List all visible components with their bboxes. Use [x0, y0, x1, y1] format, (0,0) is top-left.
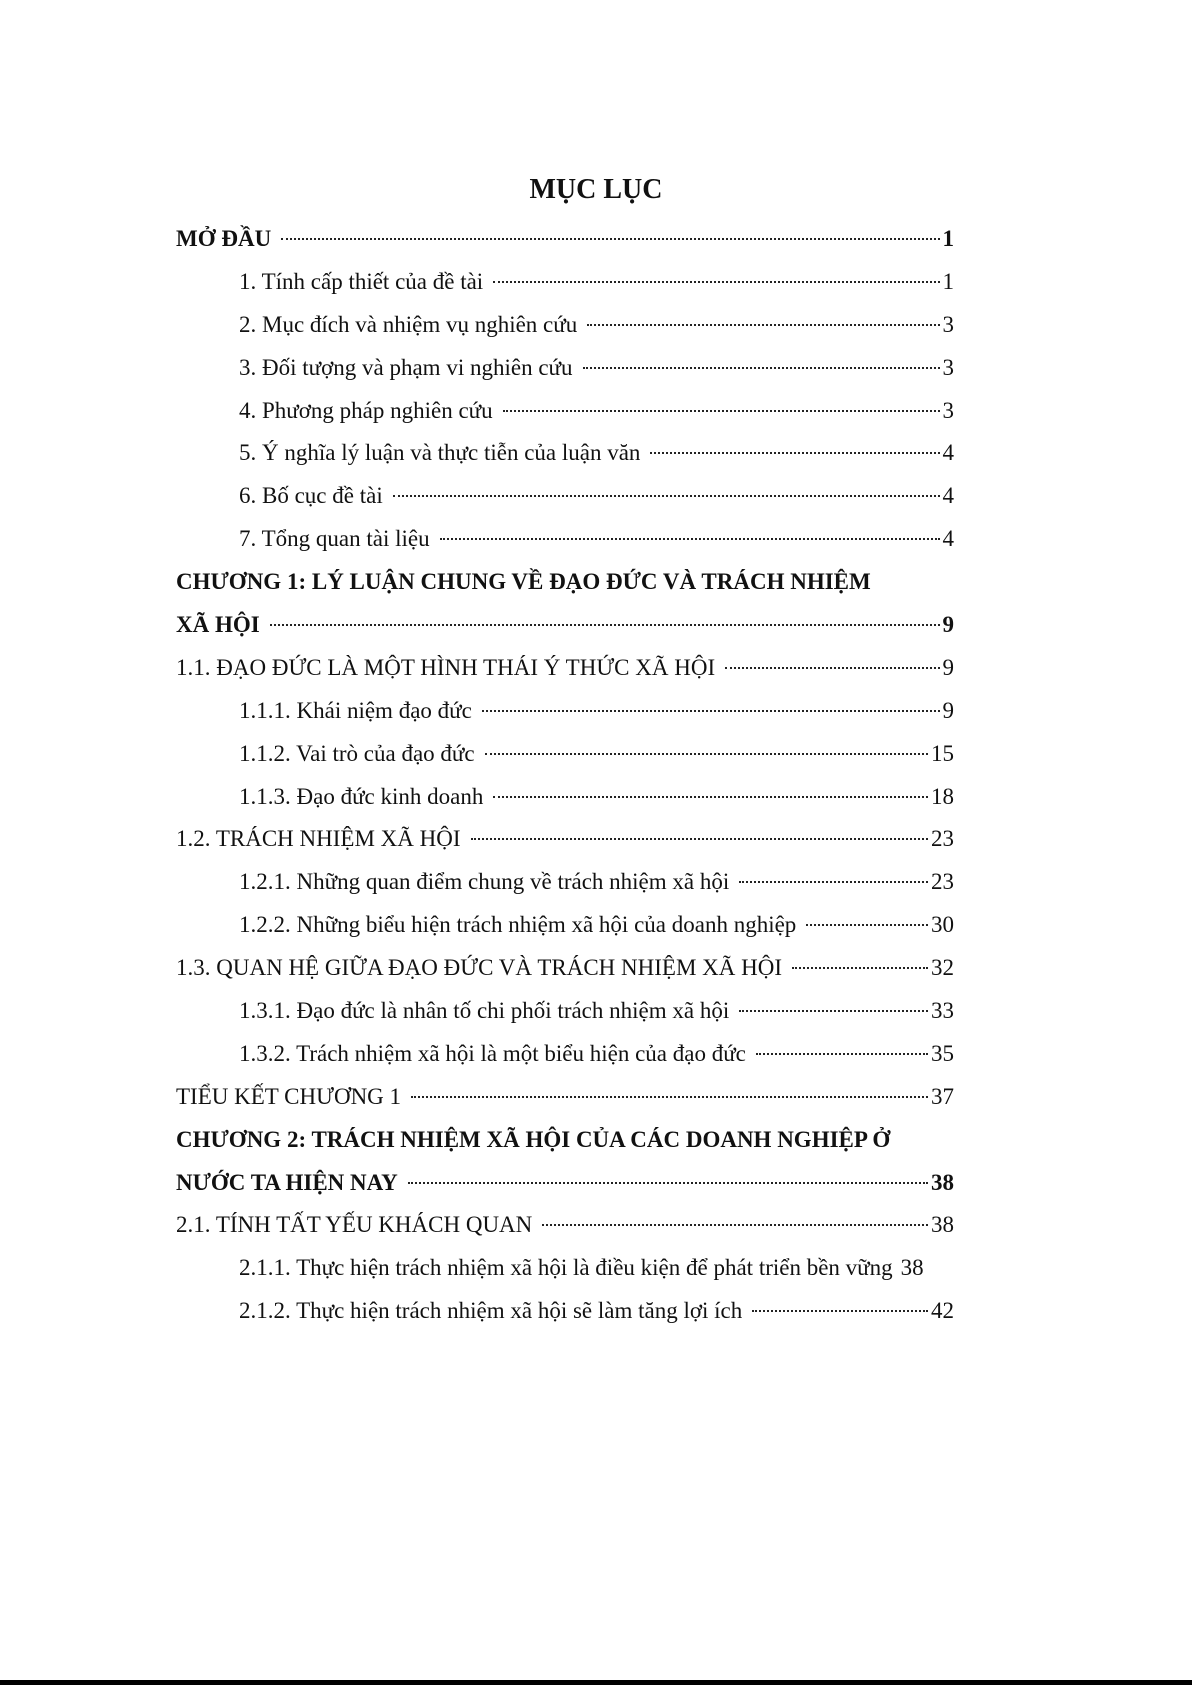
toc-entry-1-1[interactable] — [176, 647, 954, 690]
toc-entry-label: 5. Ý nghĩa lý luận và thực tiễn của luận văn — [239, 440, 641, 466]
toc-entry-label: 1.1.1. Khái niệm đạo đức — [239, 697, 472, 723]
dot-leader — [583, 367, 940, 369]
dot-leader — [756, 1053, 928, 1055]
toc-entry-1-2[interactable] — [176, 818, 954, 861]
toc-entry-label: 2. Mục đích và nhiệm vụ nghiên cứu — [239, 311, 578, 337]
toc-entry-1-3-2[interactable] — [176, 1033, 954, 1076]
table-of-contents — [176, 218, 954, 1333]
toc-entry-tieu-ket-chuong-1[interactable] — [176, 1076, 954, 1119]
toc-page-number: 4 — [942, 483, 954, 509]
toc-page-number: 9 — [942, 654, 954, 680]
toc-page-number: 15 — [931, 740, 954, 766]
toc-entry-1-1-3[interactable] — [176, 776, 954, 819]
dot-leader — [393, 495, 940, 497]
toc-page-number: 38 — [931, 1169, 954, 1195]
toc-entry-chuong-1-line-2[interactable] — [176, 604, 954, 647]
toc-entry-3[interactable] — [176, 347, 954, 390]
toc-entry-7[interactable] — [176, 518, 954, 561]
toc-page-number: 23 — [931, 869, 954, 895]
toc-page-number: 9 — [942, 697, 954, 723]
toc-entry-label: NƯỚC TA HIỆN NAY — [176, 1169, 398, 1195]
toc-entry-label: 6. Bố cục đề tài — [239, 483, 383, 509]
dot-leader — [752, 1310, 928, 1312]
dot-leader — [725, 667, 939, 669]
toc-entry-1-2-2[interactable] — [176, 904, 954, 947]
toc-page-number: 1 — [942, 226, 954, 251]
dot-leader — [650, 452, 939, 454]
toc-page-number: 42 — [931, 1298, 954, 1324]
toc-entry-label: CHƯƠNG 1: LÝ LUẬN CHUNG VỀ ĐẠO ĐỨC VÀ TRÁCH NHIỆM — [176, 569, 871, 595]
dot-leader — [587, 324, 939, 326]
toc-entry-label: 1.2. TRÁCH NHIỆM XÃ HỘI — [176, 826, 461, 852]
toc-page-number: 32 — [931, 955, 954, 981]
toc-entry-1-3[interactable] — [176, 947, 954, 990]
toc-page-number: 9 — [942, 612, 954, 638]
toc-entry-2-1-1[interactable] — [176, 1247, 954, 1290]
dot-leader — [270, 624, 940, 626]
toc-entry-label: 1.3.1. Đạo đức là nhân tố chi phối trách nhiệm xã hội — [239, 998, 730, 1024]
toc-page-number: 23 — [931, 826, 954, 852]
toc-entry-chuong-2-line-2[interactable] — [176, 1162, 954, 1205]
dot-leader — [542, 1224, 928, 1226]
toc-entry-1[interactable] — [176, 261, 954, 304]
toc-entry-label: 4. Phương pháp nghiên cứu — [239, 397, 493, 423]
toc-page-number: 37 — [931, 1083, 954, 1109]
toc-entry-2-1[interactable] — [176, 1204, 954, 1247]
toc-page-number: 35 — [931, 1040, 954, 1066]
toc-entry-label: 2.1. TÍNH TẤT YẾU KHÁCH QUAN — [176, 1212, 533, 1238]
toc-page-number: 1 — [942, 268, 954, 294]
toc-page-number: 3 — [942, 354, 954, 380]
dot-leader — [503, 410, 940, 412]
toc-page-number: 3 — [942, 311, 954, 337]
dot-leader — [485, 753, 928, 755]
toc-entry-1-2-1[interactable] — [176, 861, 954, 904]
toc-page-number: 4 — [942, 526, 954, 552]
toc-entry-label: XÃ HỘI — [176, 612, 260, 638]
toc-entry-5[interactable] — [176, 432, 954, 475]
toc-entry-label: 1.1.2. Vai trò của đạo đức — [239, 740, 475, 766]
dot-leader — [281, 238, 939, 240]
toc-entry-1-1-2[interactable] — [176, 733, 954, 776]
toc-entry-mo-dau[interactable] — [176, 218, 954, 261]
dot-leader — [493, 796, 928, 798]
bottom-border — [0, 1680, 1192, 1685]
toc-entry-label: 3. Đối tượng và phạm vi nghiên cứu — [239, 354, 573, 380]
toc-entry-label: 2.1.1. Thực hiện trách nhiệm xã hội là điều kiện để phát triển bền vững — [239, 1255, 893, 1281]
dot-leader — [408, 1182, 928, 1184]
toc-entry-label: CHƯƠNG 2: TRÁCH NHIỆM XÃ HỘI CỦA CÁC DOANH NGHIỆP Ở — [176, 1126, 891, 1152]
toc-entry-1-3-1[interactable] — [176, 990, 954, 1033]
toc-page-number: 38 — [900, 1255, 924, 1281]
dot-leader — [411, 1096, 928, 1098]
toc-entry-label: 1. Tính cấp thiết của đề tài — [239, 268, 484, 294]
toc-entry-chuong-1-line-1[interactable] — [176, 561, 954, 604]
toc-page-number: 4 — [942, 440, 954, 466]
toc-entry-label: 1.2.2. Những biểu hiện trách nhiệm xã hội của doanh nghiệp — [239, 912, 797, 938]
dot-leader — [440, 538, 940, 540]
toc-entry-label: MỞ ĐẦU — [176, 226, 272, 251]
toc-entry-2[interactable] — [176, 304, 954, 347]
toc-entry-4[interactable] — [176, 390, 954, 433]
dot-leader — [482, 710, 940, 712]
toc-page-number: 38 — [931, 1212, 954, 1238]
toc-entry-label: 2.1.2. Thực hiện trách nhiệm xã hội sẽ làm tăng lợi ích — [239, 1298, 743, 1324]
dot-leader — [739, 1010, 928, 1012]
toc-entry-2-1-2[interactable] — [176, 1290, 954, 1333]
toc-entry-6[interactable] — [176, 475, 954, 518]
toc-entry-chuong-2-line-1[interactable] — [176, 1119, 954, 1162]
toc-entry-label: 1.3. QUAN HỆ GIỮA ĐẠO ĐỨC VÀ TRÁCH NHIỆM XÃ HỘI — [176, 955, 782, 981]
toc-entry-label: TIỂU KẾT CHƯƠNG 1 — [176, 1083, 402, 1109]
dot-leader — [493, 281, 939, 283]
toc-entry-label: 1.3.2. Trách nhiệm xã hội là một biểu hiện của đạo đức — [239, 1040, 746, 1066]
toc-page-number: 33 — [931, 998, 954, 1024]
toc-entry-label: 1.1.3. Đạo đức kinh doanh — [239, 783, 484, 809]
toc-page-number: 3 — [942, 397, 954, 423]
toc-entry-label: 7. Tổng quan tài liệu — [239, 526, 430, 552]
dot-leader — [739, 881, 928, 883]
page-title: MỤC LỤC — [529, 174, 663, 205]
dot-leader — [471, 838, 928, 840]
toc-entry-label: 1.2.1. Những quan điểm chung về trách nhiệm xã hội — [239, 869, 730, 895]
toc-page-number: 30 — [931, 912, 954, 938]
dot-leader — [792, 967, 928, 969]
toc-page-number: 18 — [931, 783, 954, 809]
dot-leader — [806, 924, 928, 926]
toc-entry-1-1-1[interactable] — [176, 690, 954, 733]
toc-entry-label: 1.1. ĐẠO ĐỨC LÀ MỘT HÌNH THÁI Ý THỨC XÃ HỘI — [176, 654, 716, 680]
